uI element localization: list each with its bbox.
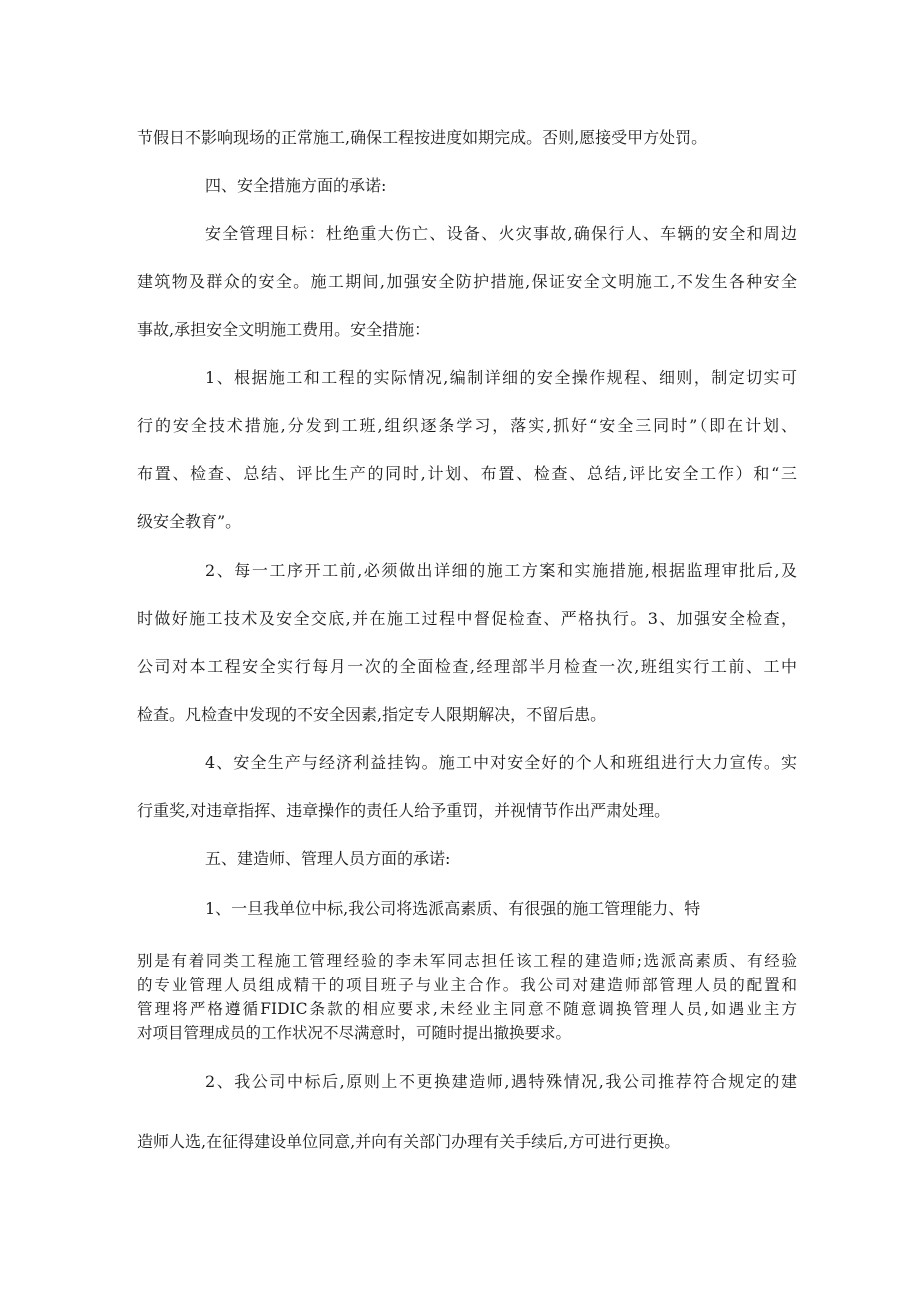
text-line: 时做好施工技术及安全交底,并在施工过程中督促检查、严格执行。3、加强安全检查， (137, 609, 797, 628)
text-line: 造师人选,在征得建设单位同意,并向有关部门办理有关手续后,方可进行更换。 (137, 1132, 681, 1151)
section-heading: 四、安全措施方面的承诺: (205, 176, 387, 195)
text-line: 1、根据施工和工程的实际情况,编制详细的安全操作规程、细则，制定切实可 (205, 368, 797, 387)
text-line: 行重奖,对违章指挥、违章操作的责任人给予重罚，并视情节作出严肃处理。 (137, 801, 671, 820)
text-line: 安全管理目标：杜绝重大伤亡、设备、火灾事故,确保行人、车辆的安全和周边 (205, 224, 797, 243)
section-heading: 五、建造师、管理人员方面的承诺: (205, 849, 451, 868)
text-line: 对项目管理成员的工作状况不尽满意时，可随时提出撤换要求。 (137, 1024, 572, 1042)
text-line: 的专业管理人员组成精干的项目班子与业主合作。我公司对建造师部管理人员的配置和 (137, 976, 797, 994)
text-line: 事故,承担安全文明施工费用。安全措施： (137, 320, 431, 339)
text-line: 别是有着同类工程施工管理经验的李未军同志担任该工程的建造师;选派高素质、有经验 (137, 952, 797, 970)
text-line: 建筑物及群众的安全。施工期间,加强安全防护措施,保证安全文明施工,不发生各种安全 (137, 272, 797, 291)
text-line: 节假日不影响现场的正常施工,确保工程按进度如期完成。否则,愿接受甲方处罚。 (137, 128, 708, 147)
text-line: 布置、检查、总结、评比生产的同时,计划、布置、检查、总结,评比安全工作）和“三 (137, 464, 797, 483)
text-line: 4、安全生产与经济利益挂钩。施工中对安全好的个人和班组进行大力宣传。实 (205, 753, 797, 772)
text-line: 管理将严格遵循FIDIC条款的相应要求,未经业主同意不随意调换管理人员,如遇业主方 (137, 1000, 797, 1018)
text-line: 2、我公司中标后,原则上不更换建造师,遇特殊情况,我公司推荐符合规定的建 (205, 1072, 797, 1091)
text-line: 公司对本工程安全实行每月一次的全面检查,经理部半月检查一次,班组实行工前、工中 (137, 657, 797, 676)
text-line: 级安全教育”。 (137, 512, 242, 531)
text-line: 2、每一工序开工前,必须做出详细的施工方案和实施措施,根据监理审批后,及 (205, 561, 797, 580)
text-line: 检查。凡检查中发现的不安全因素,指定专人限期解决，不留后患。 (137, 705, 607, 724)
text-line: 1、一旦我单位中标,我公司将选派高素质、有很强的施工管理能力、特 (205, 899, 701, 918)
text-line: 行的安全技术措施,分发到工班,组织逐条学习，落实,抓好“安全三同时”（即在计划、 (137, 416, 797, 435)
